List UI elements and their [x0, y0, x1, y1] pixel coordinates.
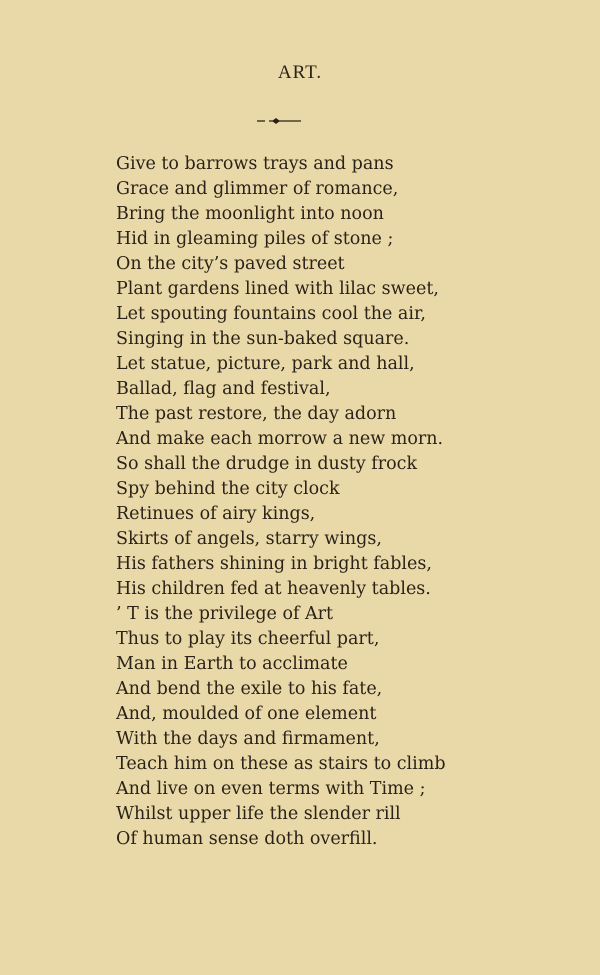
poem-line: And bend the exile to his fate, — [116, 679, 383, 699]
poem-line: Whilst upper life the slender rill — [116, 804, 401, 824]
poem-line: His children fed at heavenly tables. — [116, 579, 431, 599]
poem-line: Let spouting fountains cool the air, — [116, 304, 426, 324]
poem-line: With the days and firmament, — [116, 729, 380, 749]
poem-line: Ballad, flag and festival, — [116, 379, 331, 399]
poem-line: Give to barrows trays and pans — [116, 154, 394, 174]
poem-line: On the city’s paved street — [116, 254, 345, 274]
poem-line: Skirts of angels, starry wings, — [116, 529, 382, 549]
poem-line: Of human sense doth overfill. — [116, 829, 378, 849]
poem-title: ART. — [277, 62, 323, 83]
poem-line: Plant gardens lined with lilac sweet, — [116, 279, 439, 299]
poem-line: And, moulded of one element — [116, 704, 377, 724]
ornament-divider-icon — [257, 114, 301, 128]
poem-line: Singing in the sun-baked square. — [116, 329, 410, 349]
poem-line: Grace and glimmer of romance, — [116, 179, 399, 199]
poem-line: Hid in gleaming piles of stone ; — [116, 229, 394, 249]
poem-line: Thus to play its cheerful part, — [116, 629, 380, 649]
poem-line: His fathers shining in bright fables, — [116, 554, 432, 574]
poem-body — [116, 152, 446, 852]
poem-line: The past restore, the day adorn — [116, 404, 397, 424]
poem-line: ’ T is the privilege of Art — [116, 604, 334, 624]
poem-line: Bring the moonlight into noon — [116, 204, 384, 224]
poem-line: Man in Earth to acclimate — [116, 654, 348, 674]
poem-line: And make each morrow a new morn. — [116, 429, 444, 449]
poem-line: So shall the drudge in dusty frock — [116, 454, 418, 474]
poem-line: Teach him on these as stairs to climb — [116, 754, 446, 774]
poem-line: And live on even terms with Time ; — [116, 779, 426, 799]
poem-line: Let statue, picture, park and hall, — [116, 354, 415, 374]
poem-line: Retinues of airy kings, — [116, 504, 316, 524]
poem-line: Spy behind the city clock — [116, 479, 340, 499]
